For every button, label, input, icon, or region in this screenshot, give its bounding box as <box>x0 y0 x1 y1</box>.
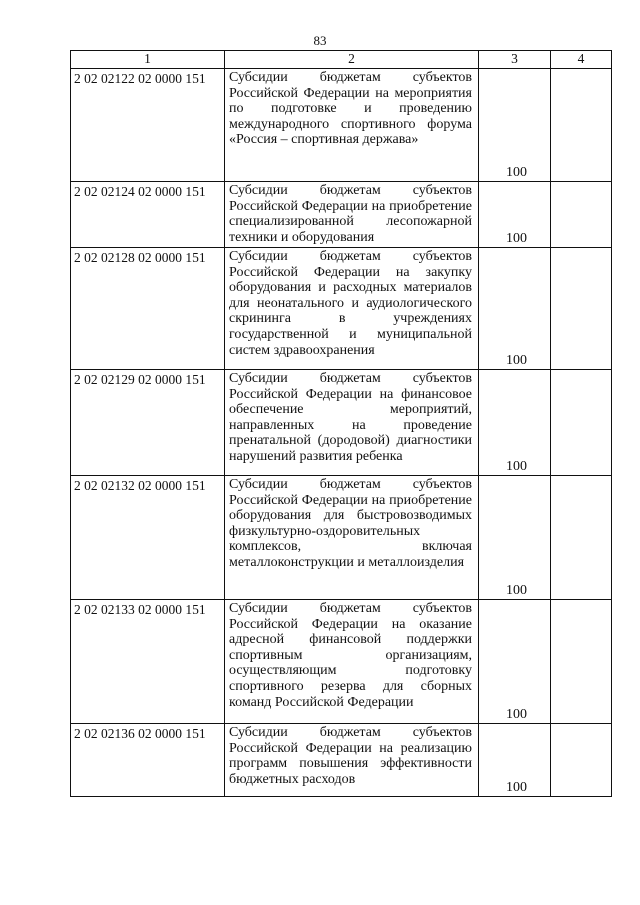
table-row <box>71 182 612 248</box>
description-cell <box>225 476 479 600</box>
table-row <box>71 69 612 182</box>
table-row <box>71 370 612 476</box>
amount-cell: 100 <box>479 370 551 476</box>
amount-cell: 100 <box>479 600 551 724</box>
amount-cell: 100 <box>479 476 551 600</box>
description-text: Субсидии бюджетам субъектов Российской Федерации на закупку оборудования и расходных материалов для неонатального и аудиологического скрининга в учреждениях государственной и муниципальной систем здравоохранения <box>229 249 472 358</box>
description-cell <box>225 69 479 182</box>
amount-cell: 100 <box>479 69 551 182</box>
amount-cell: 100 <box>479 248 551 370</box>
table-row <box>71 476 612 600</box>
description-text: Субсидии бюджетам субъектов Российской Федерации на финансовое обеспечение мероприятий, направленных на проведение пренатальной (дородовой) диагностики нарушений развития ребенка <box>229 371 472 464</box>
description-cell <box>225 248 479 370</box>
column-header-1: 1 <box>71 51 225 69</box>
table-row <box>71 248 612 370</box>
column-header-4: 4 <box>551 51 612 69</box>
column-4-cell <box>551 370 612 476</box>
page-number: 83 <box>313 33 327 48</box>
table-row <box>71 724 612 797</box>
amount-cell: 100 <box>479 724 551 797</box>
budget-code-cell: 2 02 02124 02 0000 151 <box>71 182 225 248</box>
column-4-cell <box>551 724 612 797</box>
column-4-cell <box>551 600 612 724</box>
column-4-cell <box>551 69 612 182</box>
budget-code-cell: 2 02 02132 02 0000 151 <box>71 476 225 600</box>
column-header-3: 3 <box>479 51 551 69</box>
description-text: Субсидии бюджетам субъектов Российской Федерации на оказание адресной финансовой поддержки спортивным организациям, осуществляющим подготовку спортивного резерва для сборных команд Российской Федерации <box>229 601 472 710</box>
budget-code-cell: 2 02 02136 02 0000 151 <box>71 724 225 797</box>
description-text: Субсидии бюджетам субъектов Российской Федерации на мероприятия по подготовке и проведению международного спортивного форума «Россия – спортивная держава» <box>229 70 472 148</box>
description-cell <box>225 724 479 797</box>
budget-code-cell: 2 02 02129 02 0000 151 <box>71 370 225 476</box>
budget-table <box>70 50 612 797</box>
description-text: Субсидии бюджетам субъектов Российской Федерации на приобретение оборудования для быстровозводимых физкультурно-оздоровительных комплексов, включая металлоконструкции и металлоизделия <box>229 477 472 570</box>
description-text: Субсидии бюджетам субъектов Российской Федерации на реализацию программ повышения эффективности бюджетных расходов <box>229 725 472 787</box>
budget-code-cell: 2 02 02122 02 0000 151 <box>71 69 225 182</box>
column-4-cell <box>551 248 612 370</box>
amount-cell: 100 <box>479 182 551 248</box>
description-cell <box>225 370 479 476</box>
column-header-2: 2 <box>225 51 479 69</box>
description-text: Субсидии бюджетам субъектов Российской Федерации на приобретение специализированной лесопожарной техники и оборудования <box>229 183 472 245</box>
table-header-row <box>71 51 612 69</box>
column-4-cell <box>551 476 612 600</box>
description-cell <box>225 600 479 724</box>
table-row <box>71 600 612 724</box>
description-cell <box>225 182 479 248</box>
budget-code-cell: 2 02 02133 02 0000 151 <box>71 600 225 724</box>
budget-code-cell: 2 02 02128 02 0000 151 <box>71 248 225 370</box>
column-4-cell <box>551 182 612 248</box>
